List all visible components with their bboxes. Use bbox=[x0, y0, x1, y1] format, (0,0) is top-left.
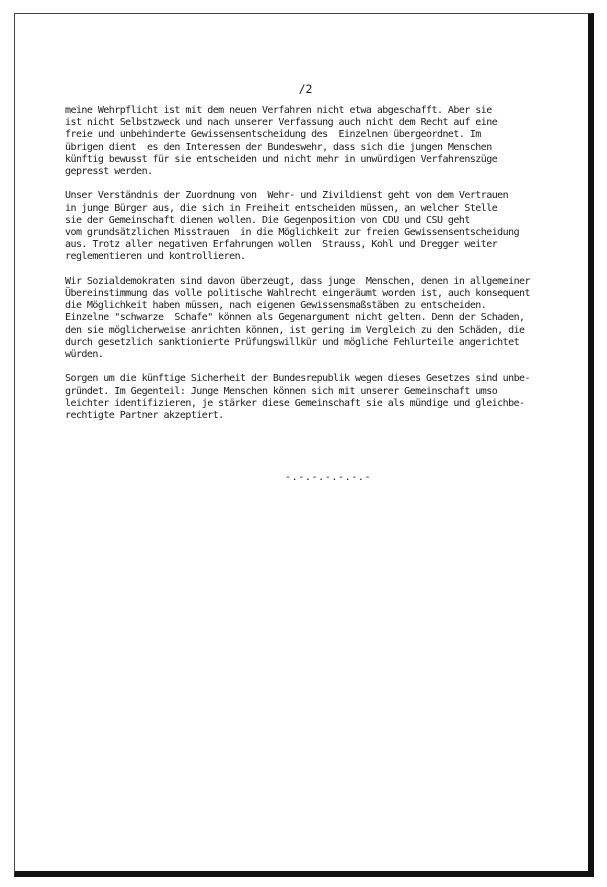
text-line: übrigen dient es den Interessen der Bundeswehr, dass sich die jungen Menschen bbox=[65, 141, 492, 153]
text-line: vom grundsätzlichen Misstrauen in die Möglichkeit zur freien Gewissensentscheidung bbox=[65, 227, 520, 239]
text-line: die Möglichkeit haben müssen, nach eigenen Gewissensmaßstäben zu entscheiden. bbox=[65, 300, 487, 312]
text-line: durch gesetzlich sanktionierte Prüfungswillkür und mögliche Fehlurteile angerichtet bbox=[65, 336, 520, 348]
page-number: /2 bbox=[298, 82, 313, 96]
text-line: meine Wehrpflicht ist mit dem neuen Verfahren nicht etwa abgeschafft. Aber sie bbox=[65, 105, 492, 116]
paragraph-4 bbox=[65, 373, 585, 422]
text-line: in junge Bürger aus, die sich in Freiheit entscheiden müssen, an welcher Stelle bbox=[65, 202, 498, 214]
paragraph-2 bbox=[65, 190, 585, 263]
text-line: freie und unbehinderte Gewissensentscheidung des Einzelnen übergeordnet. Im bbox=[65, 129, 481, 141]
text-line: gründet. Im Gegenteil: Junge Menschen können sich mit unserer Gemeinschaft umso bbox=[65, 385, 498, 397]
text-line: leichter identifizieren, je stärker diese Gemeinschaft sie als mündige und gleichbe- bbox=[65, 397, 525, 409]
text-line: aus. Trotz aller negativen Erfahrungen wollen Strauss, Kohl und Dregger weiter bbox=[65, 239, 498, 251]
text-line: den sie möglicherweise anrichten können, ist gering im Vergleich zu den Schäden, die bbox=[65, 324, 525, 336]
text-line: Sorgen um die künftige Sicherheit der Bundesrepublik wegen dieses Gesetzes sind unbe- bbox=[65, 373, 530, 385]
text-line: künftig bewusst für sie entscheiden und nicht mehr in unwürdigen Verfahrenszüge bbox=[65, 153, 498, 165]
text-line: Übereinstimmung das volle politische Wahlrecht eingeräumt worden ist, auch konsequent bbox=[65, 288, 530, 300]
text-line: gepresst werden. bbox=[65, 166, 153, 178]
text-line: rechtigte Partner akzeptiert. bbox=[65, 410, 224, 422]
text-line: ist nicht Selbstzweck und nach unserer Verfassung auch nicht dem Recht auf eine bbox=[65, 117, 498, 129]
text-line: sie der Gemeinschaft dienen wollen. Die Gegenposition von CDU und CSU geht bbox=[65, 214, 470, 226]
paragraph-1 bbox=[65, 105, 585, 178]
text-line: würden. bbox=[65, 349, 104, 361]
text-line: Wir Sozialdemokraten sind davon überzeugt, dass junge Menschen, denen in allgemeiner bbox=[65, 275, 530, 287]
text-line: Unser Verständnis der Zuordnung von Wehr- und Zivildienst geht von dem Vertrauen bbox=[65, 190, 509, 202]
end-separator: -.-.-.-.-.-.- bbox=[285, 472, 372, 483]
paragraph-3 bbox=[65, 276, 585, 361]
document-page bbox=[14, 13, 594, 877]
text-line: reglementieren und kontrollieren. bbox=[65, 251, 246, 263]
text-line: Einzelne "schwarze Schafe" können als Gegenargument nicht gelten. Denn der Schaden, bbox=[65, 312, 525, 324]
document-body bbox=[65, 105, 585, 434]
